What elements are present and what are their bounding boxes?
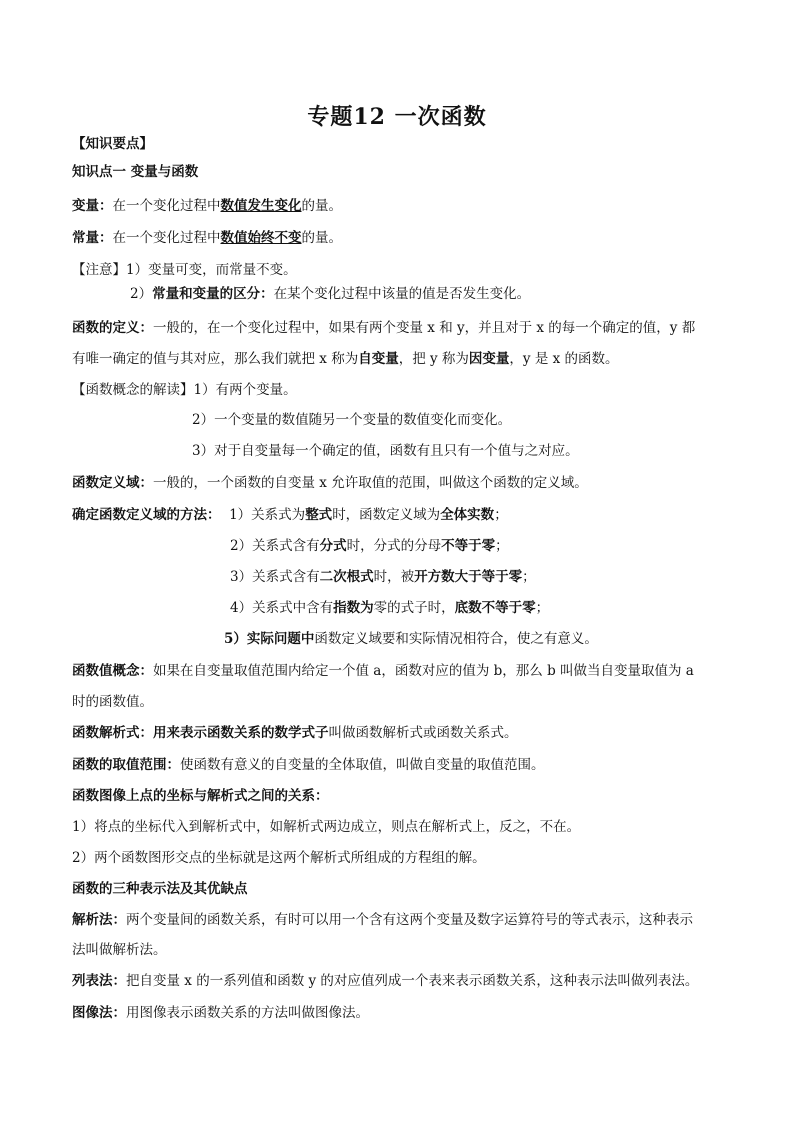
text: 使函数有意义的自变量的全体取值，叫做自变量的取值范围。	[180, 757, 545, 773]
representation-heading: 函数的三种表示法及其优缺点	[72, 881, 248, 897]
function-value-line2: 时的函数值。	[72, 694, 153, 710]
text: 2）	[130, 286, 153, 302]
text: 的量。	[301, 198, 342, 214]
interpretation-3: 3）对于自变量每一个确定的值，函数有且只有一个值与之对应。	[192, 443, 579, 459]
note-label: 【注意】	[72, 262, 126, 278]
keyword: 全体实数	[440, 507, 495, 523]
keyword: 数值发生变化	[220, 198, 302, 214]
label: 【函数概念的解读】	[72, 382, 194, 398]
text: ；	[535, 600, 550, 616]
keyword: 实际问题中	[246, 631, 315, 647]
page-title: 专题12 一次函数	[307, 104, 487, 130]
text: 零的式子时，	[373, 600, 455, 616]
interpretation-1	[72, 380, 297, 400]
relation-2: 2）两个函数图形交点的坐标就是这两个解析式所组成的方程组的解。	[72, 850, 486, 866]
text: 有唯一确定的值与其对应，那么我们就把 x 称为	[72, 351, 359, 367]
variable-definition	[72, 196, 342, 216]
keyword: 因变量	[468, 351, 510, 367]
text: ，把 y 称为	[398, 351, 469, 367]
text: 把自变量 x 的一系列值和函数 y 的对应值列成一个表来表示函数关系，这种表示法叫做列表法。	[126, 973, 699, 989]
domain-definition	[72, 473, 588, 493]
text: 一般的，在一个变化过程中，如果有两个变量 x 和 y，并且对于 x 的每一个确定的值，y 都	[153, 320, 696, 336]
text: 如果在自变量取值范围内给定一个值 a，函数对应的值为 b，那么 b 叫做当自变量取值为 a	[153, 663, 694, 679]
domain-method-5	[224, 629, 598, 649]
graph-method	[72, 1003, 369, 1023]
term: 列表法：	[72, 973, 126, 989]
analytic-expression	[72, 723, 518, 743]
note-1	[72, 260, 297, 280]
text: 1）有两个变量。	[193, 382, 297, 398]
list-method	[72, 971, 698, 991]
text: 的量。	[301, 230, 342, 246]
knowledge-point-heading: 知识点一 变量与函数	[72, 164, 199, 180]
text: 1）关系式为	[229, 507, 306, 523]
note-2	[130, 284, 530, 304]
text: 时，被	[373, 569, 415, 585]
term: 图像法：	[72, 1005, 126, 1021]
text: 4）关系式中含有	[230, 600, 334, 616]
term: 变量：	[72, 198, 113, 214]
keyword: 常量和变量的区分：	[152, 286, 274, 302]
term: 函数的定义：	[72, 320, 153, 336]
relation-heading: 函数图像上点的坐标与解析式之间的关系：	[72, 788, 329, 804]
text: ；	[495, 538, 509, 554]
text: 函数定义域要和实际情况相符合，使之有意义。	[314, 631, 598, 647]
term: 函数定义域：	[72, 475, 153, 491]
text: 在一个变化过程中	[112, 230, 221, 246]
text: 1）变量可变，而常量不变。	[126, 262, 297, 278]
keyword: 开方数大于等于零	[414, 569, 523, 585]
keyword: 自变量	[358, 351, 399, 367]
term: 函数的取值范围：	[72, 757, 180, 773]
text: 5）	[224, 631, 247, 647]
keyword: 底数不等于零	[454, 600, 536, 616]
domain-method-3	[230, 567, 536, 587]
text: 一般的，一个函数的自变量 x 允许取值的范围，叫做这个函数的定义域。	[153, 475, 588, 491]
relation-1: 1）将点的坐标代入到解析式中，如解析式两边成立，则点在解析式上，反之，不在。	[72, 819, 581, 835]
keyword: 数值始终不变	[220, 230, 302, 246]
text: 时，分式的分母	[346, 538, 442, 554]
analytic-method-line1	[72, 910, 693, 930]
function-value-line1	[72, 661, 694, 681]
value-range	[72, 755, 545, 775]
text: 时，函数定义域为	[332, 507, 441, 523]
function-definition-line2	[72, 349, 619, 369]
keyword: 整式	[305, 507, 333, 523]
term: 确定函数定义域的方法：	[72, 507, 221, 523]
text: 在一个变化过程中	[112, 198, 221, 214]
term: 常量：	[72, 230, 113, 246]
analytic-method-line2: 法叫做解析法。	[72, 942, 167, 958]
domain-method-1	[72, 505, 508, 525]
keyword: 分式	[319, 538, 347, 554]
text: 2）关系式含有	[230, 538, 320, 554]
text: 叫做函数解析式或函数关系式。	[328, 725, 518, 741]
text: 用图像表示函数关系的方法叫做图像法。	[126, 1005, 369, 1021]
interpretation-2: 2）一个变量的数值随另一个变量的数值变化而变化。	[192, 412, 512, 428]
text: 3）关系式含有	[230, 569, 320, 585]
constant-definition	[72, 228, 342, 248]
domain-method-2	[230, 536, 509, 556]
text: ；	[494, 507, 508, 523]
term: 函数解析式：	[72, 725, 153, 741]
text: ；	[522, 569, 536, 585]
section-heading: 【知识要点】	[72, 136, 153, 152]
text: ，y 是 x 的函数。	[509, 351, 619, 367]
text: 在某个变化过程中该量的值是否发生变化。	[273, 286, 531, 302]
term: 函数值概念：	[72, 663, 153, 679]
function-definition-line1	[72, 318, 695, 338]
domain-method-4	[230, 598, 549, 618]
keyword: 指数为	[333, 600, 374, 616]
term: 解析法：	[72, 912, 126, 928]
text: 两个变量间的函数关系，有时可以用一个含有这两个变量及数字运算符号的等式表示，这种表示	[126, 912, 693, 928]
keyword: 二次根式	[319, 569, 374, 585]
keyword: 用来表示函数关系的数学式子	[153, 725, 329, 741]
keyword: 不等于零	[441, 538, 496, 554]
